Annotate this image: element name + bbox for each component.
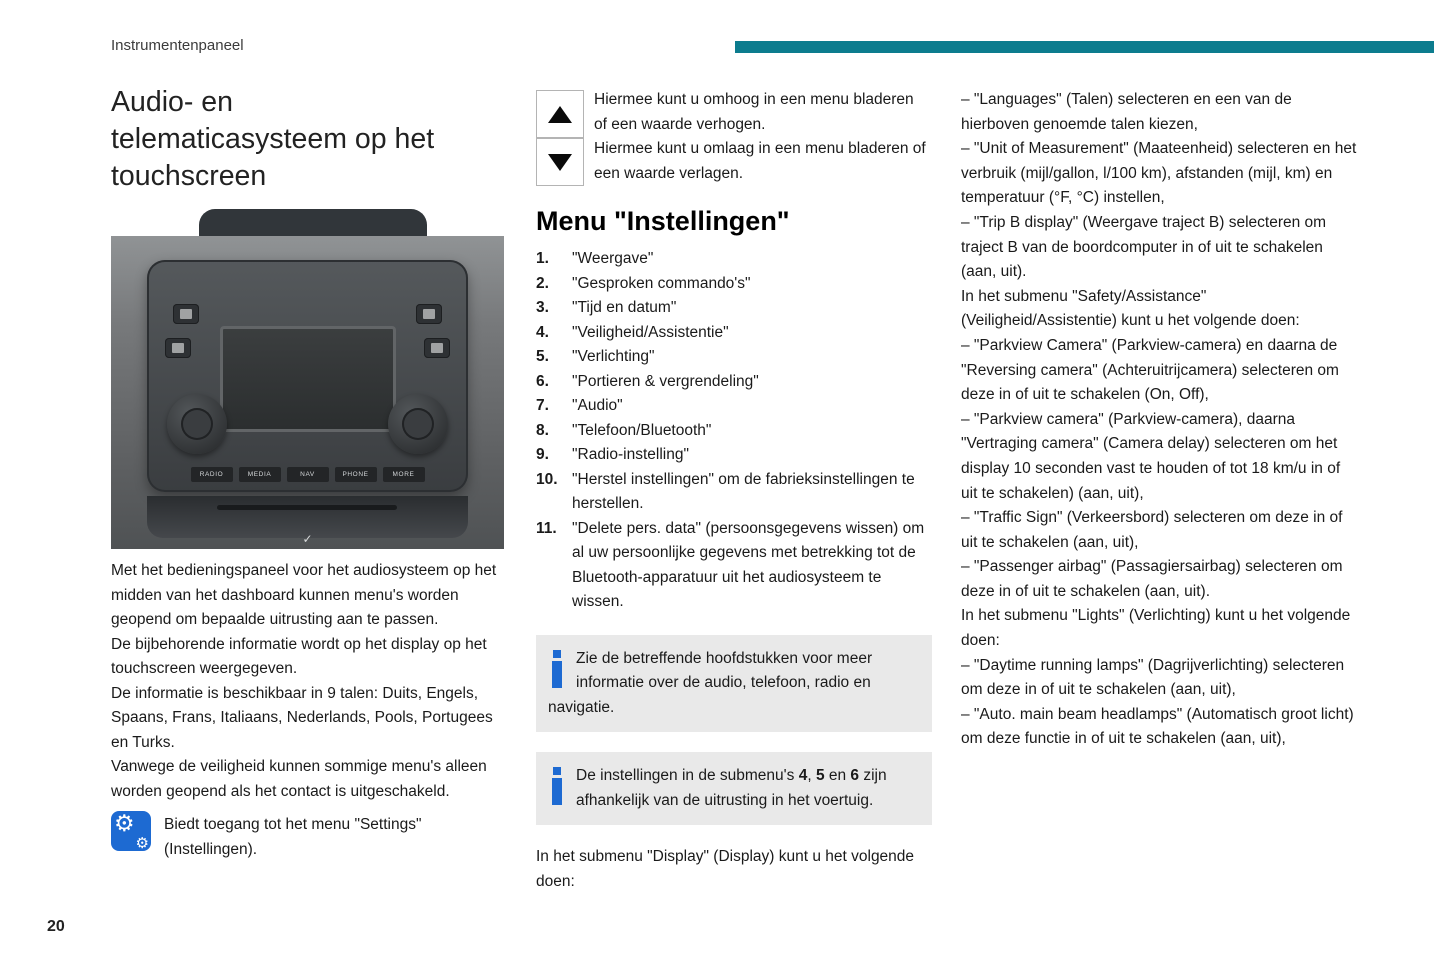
menu-item-label: "Telefoon/Bluetooth" xyxy=(572,421,712,439)
menu-item-label: "Weergave" xyxy=(572,250,654,267)
tuner-knob xyxy=(388,394,448,454)
arrow-up-description: Hiermee kunt u omhoog in een menu bladeren of een waarde verhogen. xyxy=(594,91,914,133)
menu-item-label: "Audio" xyxy=(572,397,623,414)
audio-head-unit xyxy=(147,260,468,492)
volume-knob xyxy=(167,394,227,454)
menu-item-label: "Portieren & vergrendeling" xyxy=(572,372,759,390)
left-column xyxy=(111,84,504,862)
paragraph: – "Auto. main beam headlamps" (Automatisch groot licht) om deze functie in of uit te schakelen (aan, uit), xyxy=(961,705,1354,748)
menu-list-item xyxy=(536,345,932,370)
paragraph: De bijbehorende informatie wordt op het display op het touchscreen weergegeven. xyxy=(111,635,487,677)
touchscreen-display xyxy=(220,326,396,432)
arrow-legend xyxy=(536,88,932,190)
info-box-chapters xyxy=(536,635,932,733)
menu-item-number: 8. xyxy=(536,421,549,439)
menu-item-number: 9. xyxy=(536,446,549,463)
menu-list-item xyxy=(536,517,932,615)
menu-settings-heading: Menu "Instellingen" xyxy=(536,206,790,236)
header-accent-bar xyxy=(735,41,1434,53)
gear-glyph-large: ⚙ xyxy=(114,811,135,836)
info-icon xyxy=(551,767,563,805)
left-body-text xyxy=(111,559,504,804)
menu-item-label: "Veiligheid/Assistentie" xyxy=(572,323,729,341)
menu-item-label: "Herstel instellingen" om de fabrieksinstellingen te herstellen. xyxy=(572,470,915,512)
paragraph: De informatie is beschikbaar in 9 talen: Duits, Engels, Spaans, Frans, Italiaans, Nederlands, Pools, Portugees en Turks. xyxy=(111,684,493,751)
menu-item-number: 2. xyxy=(536,274,549,292)
section-title-line: Audio- en xyxy=(111,86,234,118)
menu-item-number: 11. xyxy=(536,519,557,537)
paragraph: Vanwege de veiligheid kunnen sommige menu's alleen worden geopend als het contact is uitgeschakeld. xyxy=(111,758,487,800)
menu-item-number: 7. xyxy=(536,397,549,414)
section-title-line: touchscreen xyxy=(111,160,267,192)
paragraph: In het submenu "Safety/Assistance" (Veiligheid/Assistentie) kunt u het volgende doen: xyxy=(961,287,1300,330)
arrow-up-icon xyxy=(548,106,572,123)
source-button: MORE xyxy=(383,467,425,482)
arrow-up-key xyxy=(536,90,584,138)
mute-button xyxy=(165,338,191,358)
eject-button xyxy=(173,304,199,324)
paragraph: – "Trip B display" (Weergave traject B) selecteren om traject B van de boordcomputer in of uit te schakelen (aan, uit). xyxy=(961,213,1327,281)
back-button xyxy=(424,338,450,358)
paragraph: In het submenu "Lights" (Verlichting) kunt u het volgende doen: xyxy=(961,607,1351,650)
paragraph: – "Unit of Measurement" (Maateenheid) selecteren en het verbruik (mijl/gallon, l/100 km), afstanden (mijl, km) en temperatuur (°F, °C) instellen, xyxy=(961,140,1357,207)
menu-item-label: "Gesproken commando's" xyxy=(572,274,751,292)
settings-menu-list xyxy=(536,247,932,615)
running-header: Instrumentenpaneel xyxy=(111,37,244,54)
audio-panel-photo xyxy=(111,236,504,549)
arrow-down-description: Hiermee kunt u omlaag in een menu bladeren of een waarde verlagen. xyxy=(594,140,926,182)
menu-list-item xyxy=(536,247,932,272)
info-box-chapters-text: Zie de betreffende hoofdstukken voor meer informatie over de audio, telefoon, radio en navigatie. xyxy=(548,649,873,716)
audio-panel-figure xyxy=(111,209,504,549)
confirm-mark-icon: ✓ xyxy=(302,532,313,546)
tuner-knob-center xyxy=(402,408,434,440)
menu-item-number: 5. xyxy=(536,348,549,365)
info-box-submenus-text: De instellingen in de submenu's 4, 5 en 6 zijn afhankelijk van de uitrusting in het voertuig. xyxy=(576,767,887,809)
paragraph: – "Daytime running lamps" (Dagrijverlichting) selecteren om deze in of uit te schakelen (aan, uit), xyxy=(961,656,1345,699)
menu-list-item xyxy=(536,296,932,321)
paragraph: – "Parkview camera" (Parkview-camera), daarna "Vertraging camera" (Camera delay) selecteren om het display 10 seconden vast te houden of tot 18 km/u in of uit te schakelen) (aan, uit), xyxy=(961,410,1341,502)
menu-list-item xyxy=(536,321,932,346)
settings-button xyxy=(416,304,442,324)
paragraph: – "Languages" (Talen) selecteren en een van de hierboven genoemde talen kiezen, xyxy=(961,91,1292,133)
menu-item-number: 4. xyxy=(536,323,549,341)
source-button: PHONE xyxy=(335,467,377,482)
arrow-down-key xyxy=(536,138,584,186)
source-button: RADIO xyxy=(191,467,233,482)
cd-slot xyxy=(217,505,397,510)
menu-item-label: "Delete pers. data" (persoonsgegevens wissen) om al uw persoonlijke gegevens met betrekking tot de Bluetooth-apparatuur uit het audiosysteem te wissen. xyxy=(572,519,925,610)
paragraph: – "Parkview Camera" (Parkview-camera) en daarna de "Reversing camera" (Achteruitrijcamera) selecteren om deze in of uit te schakelen (On, Off), xyxy=(961,336,1339,404)
section-title xyxy=(111,84,504,195)
volume-knob-center xyxy=(181,408,213,440)
menu-item-number: 6. xyxy=(536,372,549,390)
arrow-key-boxes xyxy=(536,90,584,186)
menu-item-label: "Radio-instelling" xyxy=(572,446,689,463)
paragraph: – "Passenger airbag" (Passagiersairbag) selecteren om deze in of uit te schakelen (aan, uit). xyxy=(961,558,1343,600)
arrow-legend-text xyxy=(594,88,928,186)
middle-column xyxy=(536,88,932,894)
gear-glyph-small: ⚙ xyxy=(135,835,149,851)
menu-list-item xyxy=(536,443,932,468)
menu-item-number: 10. xyxy=(536,470,558,488)
settings-note-text: Biedt toegang tot het menu "Settings" (Instellingen). xyxy=(164,816,422,858)
menu-list-item xyxy=(536,394,932,419)
info-box-submenus xyxy=(536,752,932,825)
menu-list-item xyxy=(536,370,932,395)
menu-item-number: 1. xyxy=(536,250,549,267)
page-number: 20 xyxy=(47,918,65,935)
menu-item-label: "Tijd en datum" xyxy=(572,299,677,316)
settings-gear-icon xyxy=(111,811,151,851)
paragraph: – "Traffic Sign" (Verkeersbord) selecteren om deze in of uit te schakelen (aan, uit), xyxy=(961,509,1343,551)
right-column xyxy=(961,88,1359,752)
display-submenu-intro: In het submenu "Display" (Display) kunt u het volgende doen: xyxy=(536,848,915,890)
source-button: NAV xyxy=(287,467,329,482)
menu-list-item xyxy=(536,272,932,297)
source-button: MEDIA xyxy=(239,467,281,482)
arrow-down-icon xyxy=(548,154,572,171)
section-title-line: telematicasysteem op het xyxy=(111,123,435,155)
menu-item-number: 3. xyxy=(536,299,549,316)
menu-list-item xyxy=(536,419,932,444)
info-icon xyxy=(551,650,563,688)
menu-item-label: "Verlichting" xyxy=(572,348,655,365)
paragraph: Met het bedieningspaneel voor het audiosysteem op het midden van het dashboard kunnen menu's worden geopend om bepaalde uitrusting aan te passen. xyxy=(111,562,497,628)
settings-note-row xyxy=(111,811,504,862)
source-button-row xyxy=(191,467,425,482)
menu-list-item xyxy=(536,468,932,517)
